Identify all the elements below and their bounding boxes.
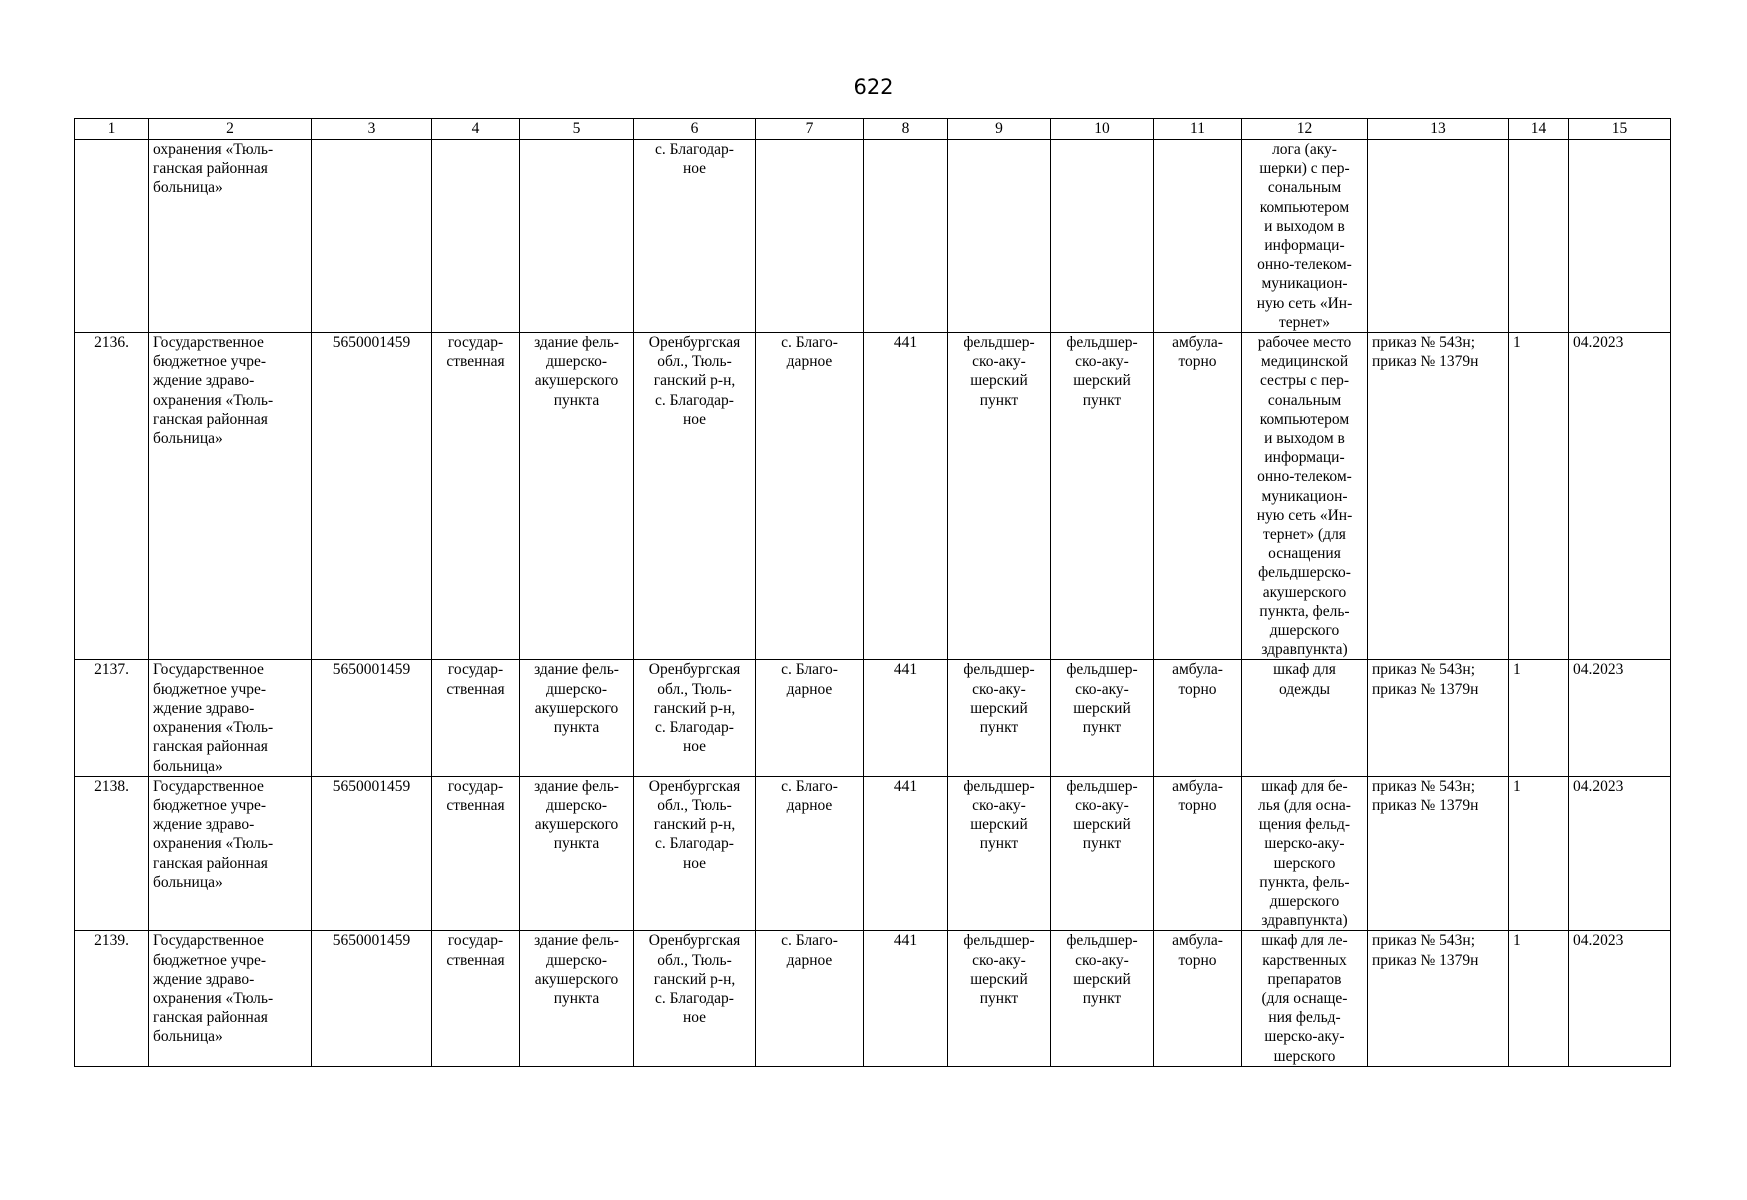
cell-line: пункта, фель- [1259,873,1350,891]
table-row [75,660,1671,776]
cell-organization [149,333,312,660]
cell-line: бюджетное учре- [153,951,267,969]
cell-line: ско-аку- [972,680,1026,698]
cell-line: больница» [153,430,223,448]
cell-locality [756,333,864,660]
cell-inn: 5650001459 [312,333,432,660]
cell-line: государ- [447,334,504,352]
cell-ownership [432,333,520,660]
column-header: 4 [432,119,520,140]
page-number: 622 [853,75,894,99]
cell-address [634,776,756,931]
cell-code: 441 [864,776,948,931]
cell-line: медицинской [1260,353,1349,371]
cell-line: пункт [979,719,1019,737]
cell-line: с. Благо- [781,777,838,795]
cell-locality [756,776,864,931]
cell-line: сональным [1267,179,1342,197]
cell-line: дарное [786,796,833,814]
cell-line: шерки) с пер- [1259,160,1350,178]
cell-address [634,333,756,660]
cell-line: акушерского [534,699,619,717]
cell-num [75,140,149,333]
cell-line: с. Благодар- [655,719,734,737]
cell-line: обл., Тюль- [657,951,732,969]
cell-care [1154,660,1242,776]
cell-line: с. Благодар- [655,989,734,1007]
cell-line: торно [1178,796,1217,814]
cell-date: 04.2023 [1569,776,1671,931]
cell-line: дшерско- [546,951,607,969]
column-header: 2 [149,119,312,140]
cell-subunit [1051,931,1154,1066]
table-row [75,931,1671,1066]
cell-line: ско-аку- [972,353,1026,371]
cell-line: с. Благодар- [655,835,734,853]
cell-line: Государственное [153,661,264,679]
cell-line: с. Благодар- [655,391,734,409]
cell-line: пункт [1082,989,1122,1007]
cell-qty [1509,140,1569,333]
cell-qty: 1 [1509,931,1569,1066]
cell-line: шкаф для [1273,661,1336,679]
cell-line: шерский [970,699,1028,717]
cell-code: 441 [864,333,948,660]
cell-line: ное [682,410,707,428]
cell-line: шкаф для бе- [1261,777,1348,795]
cell-line: дарное [786,951,833,969]
cell-date: 04.2023 [1569,931,1671,1066]
cell-order [1368,931,1509,1066]
cell-line: с. Благо- [781,334,838,352]
cell-equipment [1242,931,1368,1066]
cell-line: тернет» [1278,313,1331,331]
cell-line: приказ № 1379н [1372,353,1479,371]
cell-line: ско-аку- [1075,353,1129,371]
cell-num: 2136. [75,333,149,660]
cell-organization [149,660,312,776]
cell-line: акушерского [534,372,619,390]
cell-line: амбула- [1172,777,1223,795]
cell-line: обл., Тюль- [657,796,732,814]
cell-subunit [1051,140,1154,333]
cell-line: с. Благо- [781,932,838,950]
cell-line: пункта, фель- [1259,602,1350,620]
cell-line: охранения «Тюль- [153,835,274,853]
cell-line: (для оснаще- [1261,989,1348,1007]
cell-ownership [432,931,520,1066]
cell-line: охранения «Тюль- [153,141,274,158]
cell-organization [149,931,312,1066]
cell-line: шерский [970,372,1028,390]
cell-line: обл., Тюль- [657,680,732,698]
cell-line: щения фельд- [1258,816,1351,834]
column-header: 1 [75,119,149,140]
cell-qty: 1 [1509,776,1569,931]
cell-inn: 5650001459 [312,931,432,1066]
cell-line: муникацион- [1261,487,1348,505]
cell-line: акушерского [534,816,619,834]
cell-line: здравпункта) [1261,641,1348,659]
cell-line: охранения «Тюль- [153,719,274,737]
cell-building [520,333,634,660]
cell-line: с. Благодар- [655,141,734,158]
cell-line: ждение здраво- [153,816,255,834]
cell-line: фельдшер- [1066,932,1138,950]
cell-line: пункт [979,835,1019,853]
cell-line: ганский р-н, [653,816,736,834]
cell-organization [149,776,312,931]
cell-line: ско-аку- [972,796,1026,814]
cell-line: ния фельд- [1268,1009,1341,1027]
cell-subunit [1051,660,1154,776]
cell-line: приказ № 543н; [1372,334,1476,352]
cell-line: шерско-аку- [1264,1028,1345,1046]
cell-line: больница» [153,757,223,775]
cell-line: здание фель- [534,777,619,795]
cell-line: фельдшер- [963,777,1035,795]
cell-line: ное [682,738,707,756]
cell-care [1154,931,1242,1066]
cell-line: Оренбургская [648,334,741,352]
cell-code [864,140,948,333]
cell-line: шерского [1273,1047,1336,1065]
cell-line: шкаф для ле- [1261,932,1348,950]
cell-line: шерский [970,970,1028,988]
cell-line: акушерского [534,970,619,988]
cell-date [1569,140,1671,333]
column-header: 10 [1051,119,1154,140]
cell-qty: 1 [1509,660,1569,776]
column-header: 11 [1154,119,1242,140]
cell-line: пункта [553,391,600,409]
column-header: 7 [756,119,864,140]
cell-line: сональным [1267,391,1342,409]
cell-line: препаратов [1267,970,1342,988]
cell-line: и выходом в [1264,430,1345,448]
cell-line: одежды [1278,680,1331,698]
cell-unit [948,333,1051,660]
cell-date: 04.2023 [1569,660,1671,776]
column-header: 14 [1509,119,1569,140]
cell-line: больница» [153,179,223,197]
cell-inn [312,140,432,333]
cell-qty: 1 [1509,333,1569,660]
cell-line: ганская районная [153,160,268,178]
cell-line: больница» [153,1028,223,1046]
cell-building [520,140,634,333]
cell-order [1368,140,1509,333]
cell-care [1154,333,1242,660]
cell-line: фельдшер- [1066,661,1138,679]
cell-unit [948,776,1051,931]
header-row [75,119,1671,140]
cell-equipment [1242,776,1368,931]
cell-address [634,660,756,776]
cell-line: фельдшер- [963,334,1035,352]
cell-line: ганский р-н, [653,372,736,390]
cell-line: приказ № 543н; [1372,661,1476,679]
cell-subunit [1051,776,1154,931]
cell-line: ско-аку- [1075,796,1129,814]
cell-unit [948,931,1051,1066]
cell-line: муникацион- [1261,275,1348,293]
column-header: 13 [1368,119,1509,140]
cell-inn: 5650001459 [312,660,432,776]
cell-equipment [1242,333,1368,660]
cell-building [520,931,634,1066]
cell-line: компьютером [1259,410,1350,428]
cell-line: приказ № 1379н [1372,680,1479,698]
cell-building [520,776,634,931]
cell-line: сестры с пер- [1259,372,1350,390]
cell-line: амбула- [1172,932,1223,950]
cell-line: Оренбургская [648,777,741,795]
cell-line: ганская районная [153,738,268,756]
cell-line: ственная [446,796,505,814]
cell-line: тернет» (для [1263,526,1346,544]
cell-line: ную сеть «Ин- [1256,506,1353,524]
cell-line: оснащения [1268,545,1341,563]
cell-line: ственная [446,951,505,969]
column-header: 3 [312,119,432,140]
cell-code: 441 [864,931,948,1066]
cell-line: карственных [1262,951,1347,969]
cell-line: приказ № 543н; [1372,932,1476,950]
cell-line: шерский [1073,970,1131,988]
cell-line: пункт [1082,391,1122,409]
cell-line: ное [682,1009,707,1027]
cell-line: ганский р-н, [653,699,736,717]
cell-order [1368,776,1509,931]
cell-organization [149,140,312,333]
cell-unit [948,140,1051,333]
cell-line: пункт [979,989,1019,1007]
cell-line: фельдшерско- [1258,564,1351,582]
cell-line: дшерского [1269,892,1340,910]
cell-line: амбула- [1172,334,1223,352]
cell-line: больница» [153,873,223,891]
cell-line: здание фель- [534,661,619,679]
cell-line: и выходом в [1264,217,1345,235]
cell-locality [756,931,864,1066]
cell-line: бюджетное учре- [153,680,267,698]
cell-line: ждение здраво- [153,699,255,717]
cell-line: охранения «Тюль- [153,391,274,409]
cell-line: ганский р-н, [653,970,736,988]
cell-line: лья (для осна- [1258,796,1351,814]
cell-line: государ- [447,777,504,795]
cell-line: шерско-аку- [1264,835,1345,853]
cell-date: 04.2023 [1569,333,1671,660]
cell-line: приказ № 1379н [1372,796,1479,814]
cell-line: государ- [447,661,504,679]
registry-table [74,118,1671,1067]
cell-line: фельдшер- [963,932,1035,950]
table-body [75,140,1671,1067]
cell-care [1154,140,1242,333]
cell-line: акушерского [1262,583,1347,601]
cell-line: ганская районная [153,854,268,872]
cell-line: с. Благо- [781,661,838,679]
cell-line: пункт [1082,719,1122,737]
cell-line: ждение здраво- [153,970,255,988]
cell-line: здание фель- [534,932,619,950]
cell-line: Государственное [153,334,264,352]
cell-line: пункта [553,835,600,853]
cell-line: ганская районная [153,1009,268,1027]
cell-line: онно-телеком- [1257,256,1352,274]
cell-care [1154,776,1242,931]
cell-locality [756,660,864,776]
cell-line: амбула- [1172,661,1223,679]
cell-line: бюджетное учре- [153,353,267,371]
cell-equipment [1242,660,1368,776]
cell-code: 441 [864,660,948,776]
cell-ownership [432,140,520,333]
cell-line: пункта [553,719,600,737]
cell-line: фельдшер- [963,661,1035,679]
cell-order [1368,660,1509,776]
column-header: 8 [864,119,948,140]
cell-line: торно [1178,353,1217,371]
column-header: 6 [634,119,756,140]
cell-line: дшерско- [546,353,607,371]
cell-subunit [1051,333,1154,660]
cell-line: Государственное [153,932,264,950]
cell-line: шерский [1073,699,1131,717]
cell-line: дшерского [1269,622,1340,640]
cell-order [1368,333,1509,660]
cell-num: 2138. [75,776,149,931]
cell-line: ско-аку- [972,951,1026,969]
cell-ownership [432,776,520,931]
cell-line: рабочее место [1257,334,1352,352]
cell-line: торно [1178,680,1217,698]
cell-line: дшерско- [546,796,607,814]
cell-inn: 5650001459 [312,776,432,931]
cell-line: ственная [446,353,505,371]
cell-line: Оренбургская [648,661,741,679]
cell-line: фельдшер- [1066,334,1138,352]
column-header: 5 [520,119,634,140]
cell-line: приказ № 543н; [1372,777,1476,795]
cell-line: ную сеть «Ин- [1256,294,1353,312]
cell-line: фельдшер- [1066,777,1138,795]
cell-line: ное [682,160,707,178]
cell-ownership [432,660,520,776]
column-header: 15 [1569,119,1671,140]
table-row [75,333,1671,660]
cell-line: торно [1178,951,1217,969]
cell-line: ждение здраво- [153,372,255,390]
cell-line: Оренбургская [648,932,741,950]
cell-line: ное [682,854,707,872]
cell-equipment [1242,140,1368,333]
cell-line: ственная [446,680,505,698]
cell-line: дарное [786,680,833,698]
cell-address [634,931,756,1066]
cell-line: приказ № 1379н [1372,951,1479,969]
cell-num: 2137. [75,660,149,776]
cell-line: ско-аку- [1075,680,1129,698]
cell-line: шерского [1273,854,1336,872]
cell-line: здание фель- [534,334,619,352]
cell-line: дшерско- [546,680,607,698]
cell-line: ганская районная [153,410,268,428]
cell-line: информаци- [1264,449,1345,467]
cell-unit [948,660,1051,776]
table-row-continuation [75,140,1671,333]
cell-line: онно-телеком- [1257,468,1352,486]
cell-line: обл., Тюль- [657,353,732,371]
cell-line: компьютером [1259,198,1350,216]
cell-line: шерский [1073,816,1131,834]
cell-line: лога (аку- [1272,141,1337,158]
cell-line: пункта [553,989,600,1007]
cell-line: здравпункта) [1261,912,1348,930]
cell-line: государ- [447,932,504,950]
cell-line: Государственное [153,777,264,795]
table-row [75,776,1671,931]
cell-line: информаци- [1264,237,1345,255]
cell-line: охранения «Тюль- [153,989,274,1007]
cell-address [634,140,756,333]
cell-line: дарное [786,353,833,371]
column-header: 9 [948,119,1051,140]
cell-line: шерский [970,816,1028,834]
cell-line: пункт [1082,835,1122,853]
cell-num: 2139. [75,931,149,1066]
column-header: 12 [1242,119,1368,140]
cell-locality [756,140,864,333]
cell-line: пункт [979,391,1019,409]
cell-building [520,660,634,776]
cell-line: шерский [1073,372,1131,390]
cell-line: бюджетное учре- [153,796,267,814]
cell-line: ско-аку- [1075,951,1129,969]
